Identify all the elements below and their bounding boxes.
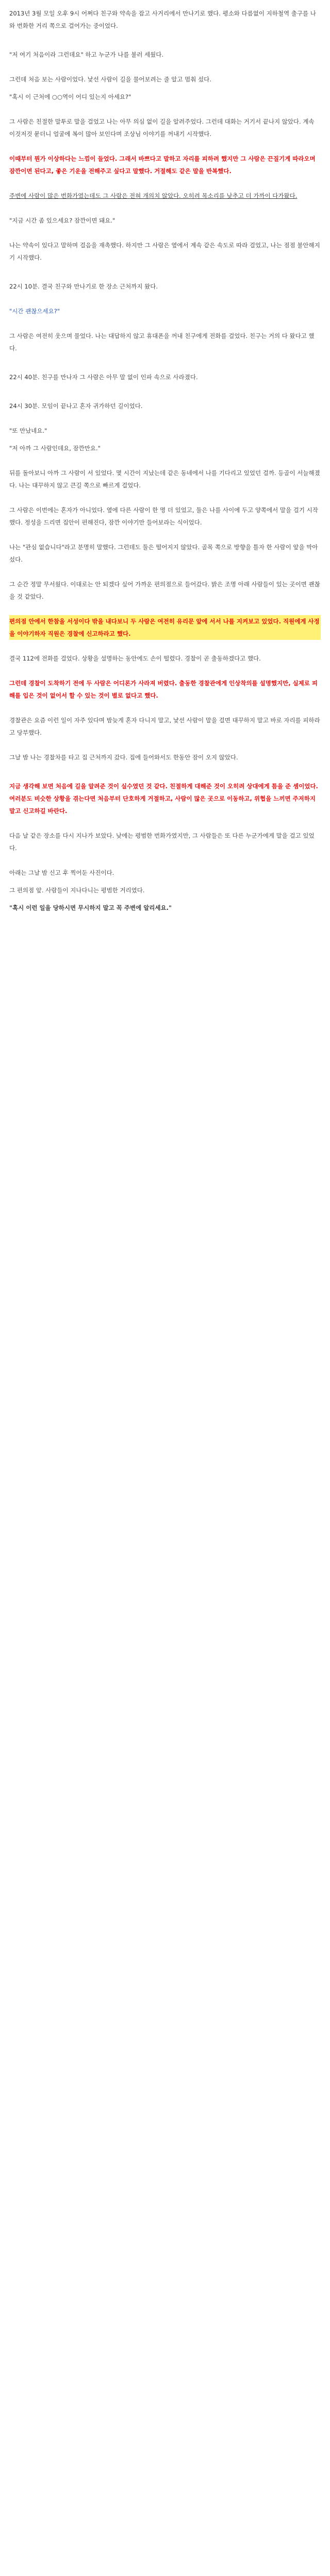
paragraph: 나는 약속이 있다고 말하며 걸음을 재촉했다. 하지만 그 사람은 옆에서 계속 같은 속도로 따라 걸었고, 나는 점점 불안해지기 시작했다. [9, 242, 320, 261]
paragraph: 그 편의점 앞. 사람들이 지나다니는 평범한 거리였다. [9, 887, 145, 894]
paragraph: 뒤를 돌아보니 아까 그 사람이 서 있었다. 몇 시간이 지났는데 같은 동네에서 나를 기다리고 있었던 걸까. 등골이 서늘해졌다. 나는 대꾸하지 않고 큰길 쪽으로 빠르게 걸었다. [9, 469, 320, 489]
paragraph: 아래는 그날 밤 신고 후 찍어둔 사진이다. [9, 869, 114, 876]
paragraph-emphasis: 지금 생각해 보면 처음에 길을 알려준 것이 실수였던 것 같다. 친절하게 대해준 것이 오히려 상대에게 틈을 준 셈이었다. 여러분도 비슷한 상황을 겪는다면 처음부터 단호하게 거절하고, 사람이 많은 곳으로 이동하고, 위협을 느끼면 주저하지 말고 신고하길 바란다. [9, 783, 320, 815]
paragraph-emphasis: 그런데 경찰이 도착하기 전에 두 사람은 어디론가 사라져 버렸다. 출동한 경찰관에게 인상착의를 설명했지만, 실제로 피해를 입은 것이 없어서 할 수 있는 것이 별로 없다고 했다. [9, 680, 318, 699]
paragraph-underline: 주변에 사람이 많은 번화가였는데도 그 사람은 전혀 개의치 않았다. 오히려 목소리를 낮추고 더 가까이 다가왔다. [9, 192, 298, 199]
paragraph-highlight: 편의점 안에서 한참을 서성이다 밖을 내다보니 두 사람은 여전히 유리문 앞에 서서 나를 지켜보고 있었다. 직원에게 사정을 이야기하자 직원은 경찰에 신고하라고 했다. [9, 615, 321, 640]
paragraph: 그런데 처음 보는 사람이었다. 낯선 사람이 길을 물어보려는 줄 알고 멈춰 섰다. [9, 76, 211, 83]
paragraph: "저 여기 처음이라 그런데요" 하고 누군가 나를 불러 세웠다. [9, 51, 163, 58]
paragraph: 그 순간 정말 무서웠다. 이대로는 안 되겠다 싶어 가까운 편의점으로 들어갔다. 밝은 조명 아래 사람들이 있는 곳이면 괜찮을 것 같았다. [9, 581, 320, 600]
paragraph: 그 사람은 친절한 말투로 말을 걸었고 나는 아무 의심 없이 길을 알려주었다. 그런데 대화는 거기서 끝나지 않았다. 계속 이것저것 묻더니 얼굴에 복이 많아 보인다며 조상님 이야기를 꺼내기 시작했다. [9, 118, 317, 138]
paragraph: 그 사람은 여전히 웃으며 물었다. 나는 대답하지 않고 휴대폰을 꺼내 친구에게 전화를 걸었다. 친구는 거의 다 왔다고 했다. [9, 332, 315, 352]
paragraph-emphasis: 이때부터 뭔가 이상하다는 느낌이 들었다. 그래서 바쁘다고 말하고 자리를 피하려 했지만 그 사람은 끈질기게 따라오며 잠깐이면 된다고, 좋은 기운을 전해주고 싶다고 말했다. 거절해도 같은 말을 반복했다. [9, 155, 318, 175]
paragraph: 24시 30분. 모임이 끝나고 혼자 귀가하던 길이었다. [9, 402, 143, 410]
paragraph: 그날 밤 나는 경찰차를 타고 집 근처까지 갔다. 집에 들어와서도 한동안 잠이 오지 않았다. [9, 754, 238, 761]
paragraph: 경찰관은 요즘 이런 일이 자주 있다며 밤늦게 혼자 다니지 말고, 낯선 사람이 말을 걸면 대꾸하지 말고 바로 자리를 피하라고 당부했다. [9, 717, 320, 736]
paragraph: "혹시 이 근처에 ○○역이 어디 있는지 아세요?" [9, 93, 131, 100]
paragraph: 22시 10분. 결국 친구와 만나기로 한 장소 근처까지 왔다. [9, 283, 158, 290]
paragraph: 2013년 3월 모일 오후 9시 어쩌다 친구와 약속을 잡고 사거리에서 만나기로 했다. 평소와 다름없이 지하철역 출구를 나와 번화한 거리 쪽으로 걸어가는 중이었다. [9, 10, 316, 29]
paragraph: 나는 "관심 없습니다"라고 분명히 말했다. 그런데도 둘은 떨어지지 않았다. 골목 쪽으로 방향을 틀자 한 사람이 앞을 막아섰다. [9, 544, 318, 563]
paragraph: 그 사람은 이번에는 혼자가 아니었다. 옆에 다른 사람이 한 명 더 있었고, 둘은 나를 사이에 두고 양쪽에서 말을 걸기 시작했다. 정성을 드리면 집안이 편해진다, 잠깐 이야기만 들어보라는 식이었다. [9, 506, 318, 526]
paragraph: 결국 112에 전화를 걸었다. 상황을 설명하는 동안에도 손이 떨렸다. 경찰이 곧 출동하겠다고 했다. [9, 655, 261, 662]
paragraph-blue: "시간 괜찮으세요?" [9, 308, 60, 315]
paragraph-bold: "혹시 이런 일을 당하시면 무시하지 말고 꼭 주변에 알리세요." [9, 904, 172, 911]
paragraph: "또 만났네요." [9, 427, 47, 434]
post-body [0, 0, 330, 914]
paragraph: 다음 날 같은 장소를 다시 지나가 보았다. 낮에는 평범한 번화가였지만, 그 사람들은 또 다른 누군가에게 말을 걸고 있었다. [9, 832, 315, 852]
paragraph: "저 아까 그 사람인데요, 잠깐만요." [9, 445, 101, 452]
paragraph: 22시 40분. 친구를 만나자 그 사람은 아무 말 없이 인파 속으로 사라졌다. [9, 374, 198, 381]
paragraph: "지금 시간 좀 있으세요? 잠깐이면 돼요." [9, 217, 116, 224]
